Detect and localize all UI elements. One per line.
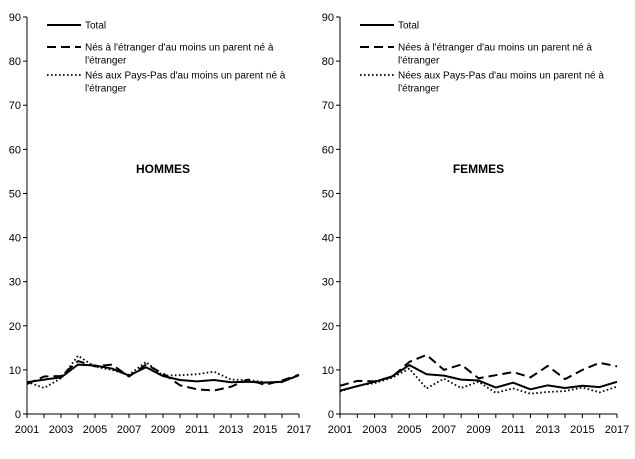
femmes-y-tick-label: 40 <box>321 232 334 245</box>
femmes-y-tick-label: 0 <box>327 409 334 421</box>
hommes-legend-label: Nés aux Pays-Pas d'au moins un parent né à <box>85 70 286 82</box>
femmes-x-tick-label: 2003 <box>362 424 387 436</box>
femmes-x-tick-label: 2013 <box>535 424 560 436</box>
femmes-y-tick-label: 20 <box>321 320 334 333</box>
femmes-x-tick-label: 2015 <box>570 424 595 436</box>
femmes-x-tick-label: 2011 <box>501 424 525 436</box>
femmes-x-tick-label: 2007 <box>431 424 457 436</box>
hommes-legend-label: Total <box>85 20 107 32</box>
hommes-x-tick-label: 2011 <box>185 424 209 436</box>
femmes-legend-label: Nées aux Pays-Pas d'au moins un parent né à <box>398 70 604 82</box>
hommes-x-tick-label: 2001 <box>14 424 40 436</box>
femmes-x-tick-label: 2005 <box>397 424 422 436</box>
femmes-y-tick-label: 60 <box>321 144 334 157</box>
hommes-y-tick-label: 60 <box>8 144 21 157</box>
hommes-panel <box>9 12 311 436</box>
hommes-x-tick-label: 2003 <box>48 424 74 436</box>
hommes-y-tick-label: 90 <box>8 12 21 24</box>
femmes-y-tick-label: 50 <box>321 188 334 201</box>
hommes-x-tick-label: 2017 <box>286 424 312 436</box>
hommes-x-tick-label: 2015 <box>252 424 278 436</box>
hommes-x-tick-label: 2007 <box>116 424 142 436</box>
hommes-x-tick-label: 2009 <box>150 424 176 436</box>
femmes-y-tick-label: 80 <box>321 56 334 69</box>
femmes-y-tick-label: 10 <box>321 364 334 377</box>
hommes-y-tick-label: 30 <box>8 276 21 289</box>
hommes-x-tick-label: 2013 <box>218 424 244 436</box>
hommes-y-tick-label: 80 <box>8 56 21 69</box>
hommes-y-tick-label: 10 <box>8 364 21 377</box>
hommes-legend-label: l'étranger <box>85 55 127 67</box>
femmes-legend-label: l'étranger <box>398 55 440 67</box>
femmes-legend-label: Nées à l'étranger d'au moins un parent né à <box>398 42 592 54</box>
hommes-y-tick-label: 20 <box>8 320 21 333</box>
femmes-panel-title: FEMMES <box>452 162 505 176</box>
femmes-panel <box>322 12 629 436</box>
femmes-legend-label: Total <box>398 20 420 32</box>
hommes-y-tick-label: 50 <box>8 188 21 201</box>
femmes-x-tick-label: 2017 <box>604 424 630 436</box>
femmes-y-tick-label: 70 <box>321 100 334 113</box>
hommes-y-tick-label: 40 <box>8 232 21 245</box>
hommes-y-tick-label: 70 <box>8 100 21 113</box>
hommes-panel-title: HOMMES <box>136 162 190 176</box>
femmes-x-tick-label: 2001 <box>327 424 353 436</box>
femmes-x-tick-label: 2009 <box>466 424 491 436</box>
femmes-y-tick-label: 90 <box>321 12 334 24</box>
hommes-legend-label: Nés à l'étranger d'au moins un parent né à <box>85 42 274 54</box>
hommes-series-solid <box>27 365 299 383</box>
femmes-y-tick-label: 30 <box>321 276 334 289</box>
hommes-x-tick-label: 2005 <box>82 424 108 436</box>
hommes-legend-label: l'étranger <box>85 83 127 95</box>
femmes-legend-label: l'étranger <box>398 83 440 95</box>
hommes-y-tick-label: 0 <box>14 409 21 421</box>
